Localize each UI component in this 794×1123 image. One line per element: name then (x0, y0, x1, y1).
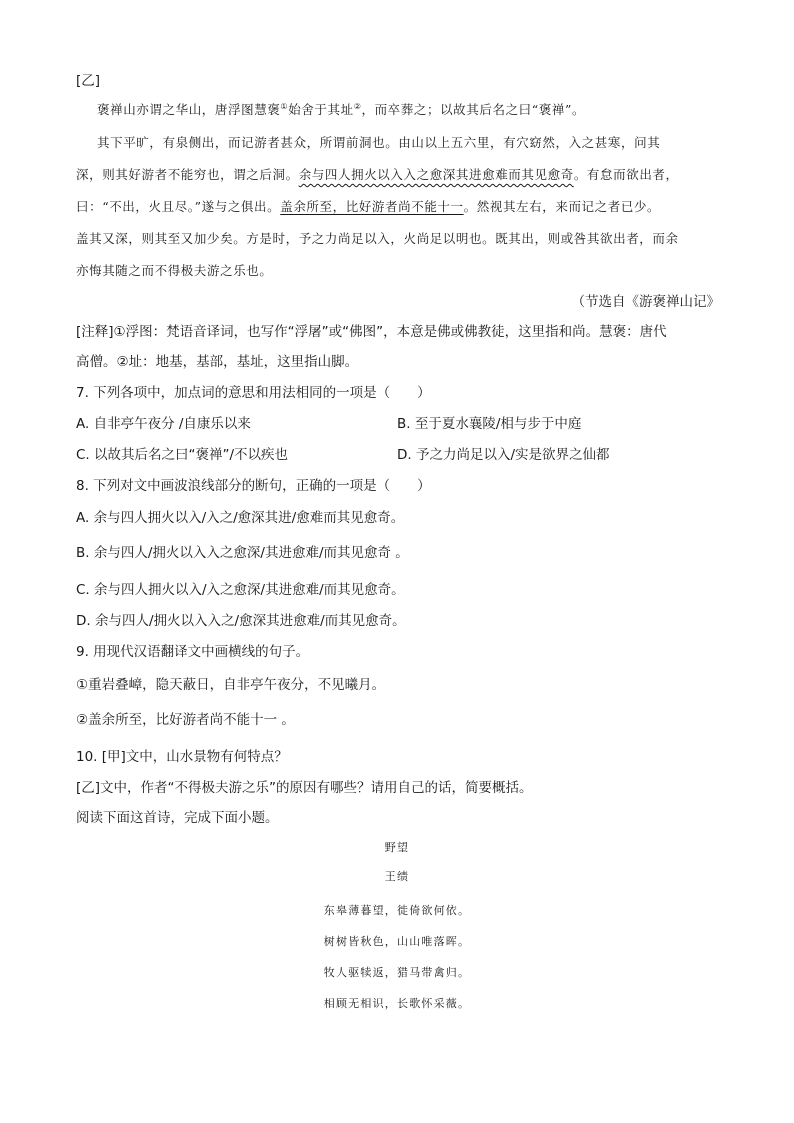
poem-line-1: 东皋薄暮望，徙倚欲何依。 (323, 904, 471, 917)
q8-option-b: B. 余与四人/拥火以入入之愈深/其进愈难/而其见愈奇 。 (76, 545, 409, 561)
section-label: [乙] (76, 73, 101, 89)
q9-stem: 9. 用现代汉语翻译文中画横线的句子。 (76, 644, 310, 660)
q7-option-a: A. 自非亭午夜分 /自康乐以来 (76, 416, 251, 432)
poem-title: 野望 (384, 841, 410, 854)
q10-sub: [乙]文中，作者“不得极夫游之乐”的原因有哪些？请用自己的话，简要概括。 (76, 780, 533, 796)
q10-stem: 10. [甲]文中，山水景物有何特点？ (76, 749, 288, 765)
poem-author: 王绩 (384, 870, 410, 883)
poem-line-2: 树树皆秋色，山山唯落晖。 (323, 935, 471, 948)
q7-stem: 7. 下列各项中，加点词的意思和用法相同的一项是（ ） (76, 385, 431, 401)
notes-line-1: [注释]①浮图：梵语音译词，也写作“浮屠”或“佛图”，本意是佛或佛教徒，这里指和尚。慧褒：唐代 (76, 324, 667, 340)
footnote-ref-1: ① (280, 101, 289, 111)
q8-option-c: C. 余与四人拥火以入/入之愈深/其进愈难/而其见愈奇。 (76, 582, 405, 598)
poem-line-3: 牧人驱犊返，猎马带禽归。 (323, 966, 471, 979)
q8-option-a: A. 余与四人拥火以入/入之/愈深其进/愈难而其见愈奇。 (76, 510, 405, 526)
notes-line-2: 高僧。②址：地基，基部，基址，这里指山脚。 (76, 354, 359, 370)
passage-line-2: 其下平旷，有泉侧出，而记游者甚众，所谓前洞也。由山以上五六里，有穴窈然，入之甚寒，问其 (97, 135, 661, 150)
q7-option-b: B. 至于夏水襄陵/相与步于中庭 (397, 416, 582, 432)
poem-line-4: 相顾无相识，长歌怀采薇。 (323, 997, 471, 1010)
q9-sentence-2: ②盖余所至，比好游者尚不能十一 。 (76, 712, 295, 728)
q7-option-d: D. 予之力尚足以入/实是欲界之仙都 (397, 447, 610, 463)
footnote-ref-2: ② (353, 101, 362, 111)
q8-stem: 8. 下列对文中画波浪线部分的断句，正确的一项是（ ） (76, 478, 431, 494)
q9-sentence-1: ①重岩叠嶂，隐天蔽日，自非亭午夜分，不见曦月。 (76, 677, 386, 693)
passage-line-1: 褒禅山亦谓之华山，唐浮图慧褒①始舍于其址②，而卒葬之；以故其后名之曰“褒禅”。 (97, 101, 586, 117)
poem-intro: 阅读下面这首诗，完成下面小题。 (76, 810, 279, 826)
source-citation: （节选自《游褒禅山记》 (571, 294, 720, 310)
passage-line-3: 深，则其好游者不能穷也，谓之后洞。余与四人拥火以入入之愈深其进愈难而其见愈奇。有怠而欲出者， (76, 167, 679, 182)
passage-line-6: 亦悔其随之而不得极夫游之乐也。 (76, 263, 273, 278)
passage-line-5: 盖其又深，则其至又加少矣。方是时，予之力尚足以入，火尚足以明也。既其出，则或咎其欲出者，而余 (76, 231, 679, 246)
q8-option-d: D. 余与四人/拥火以入入之/愈深其进愈难/而其见愈奇。 (76, 613, 406, 629)
passage-line-4: 曰：“不出，火且尽。”遂与之俱出。盖余所至，比好游者尚不能十一。然视其左右，来而记之者已少。 (76, 199, 661, 214)
q7-option-c: C. 以故其后名之曰“褒禅”/不以疾也 (76, 447, 289, 463)
underlined-sentence: 盖余所至，比好游者尚不能十一 (280, 199, 464, 214)
wavy-underlined-sentence: 余与四人拥火以入入之愈深其进愈难而其见愈奇 (298, 167, 574, 182)
